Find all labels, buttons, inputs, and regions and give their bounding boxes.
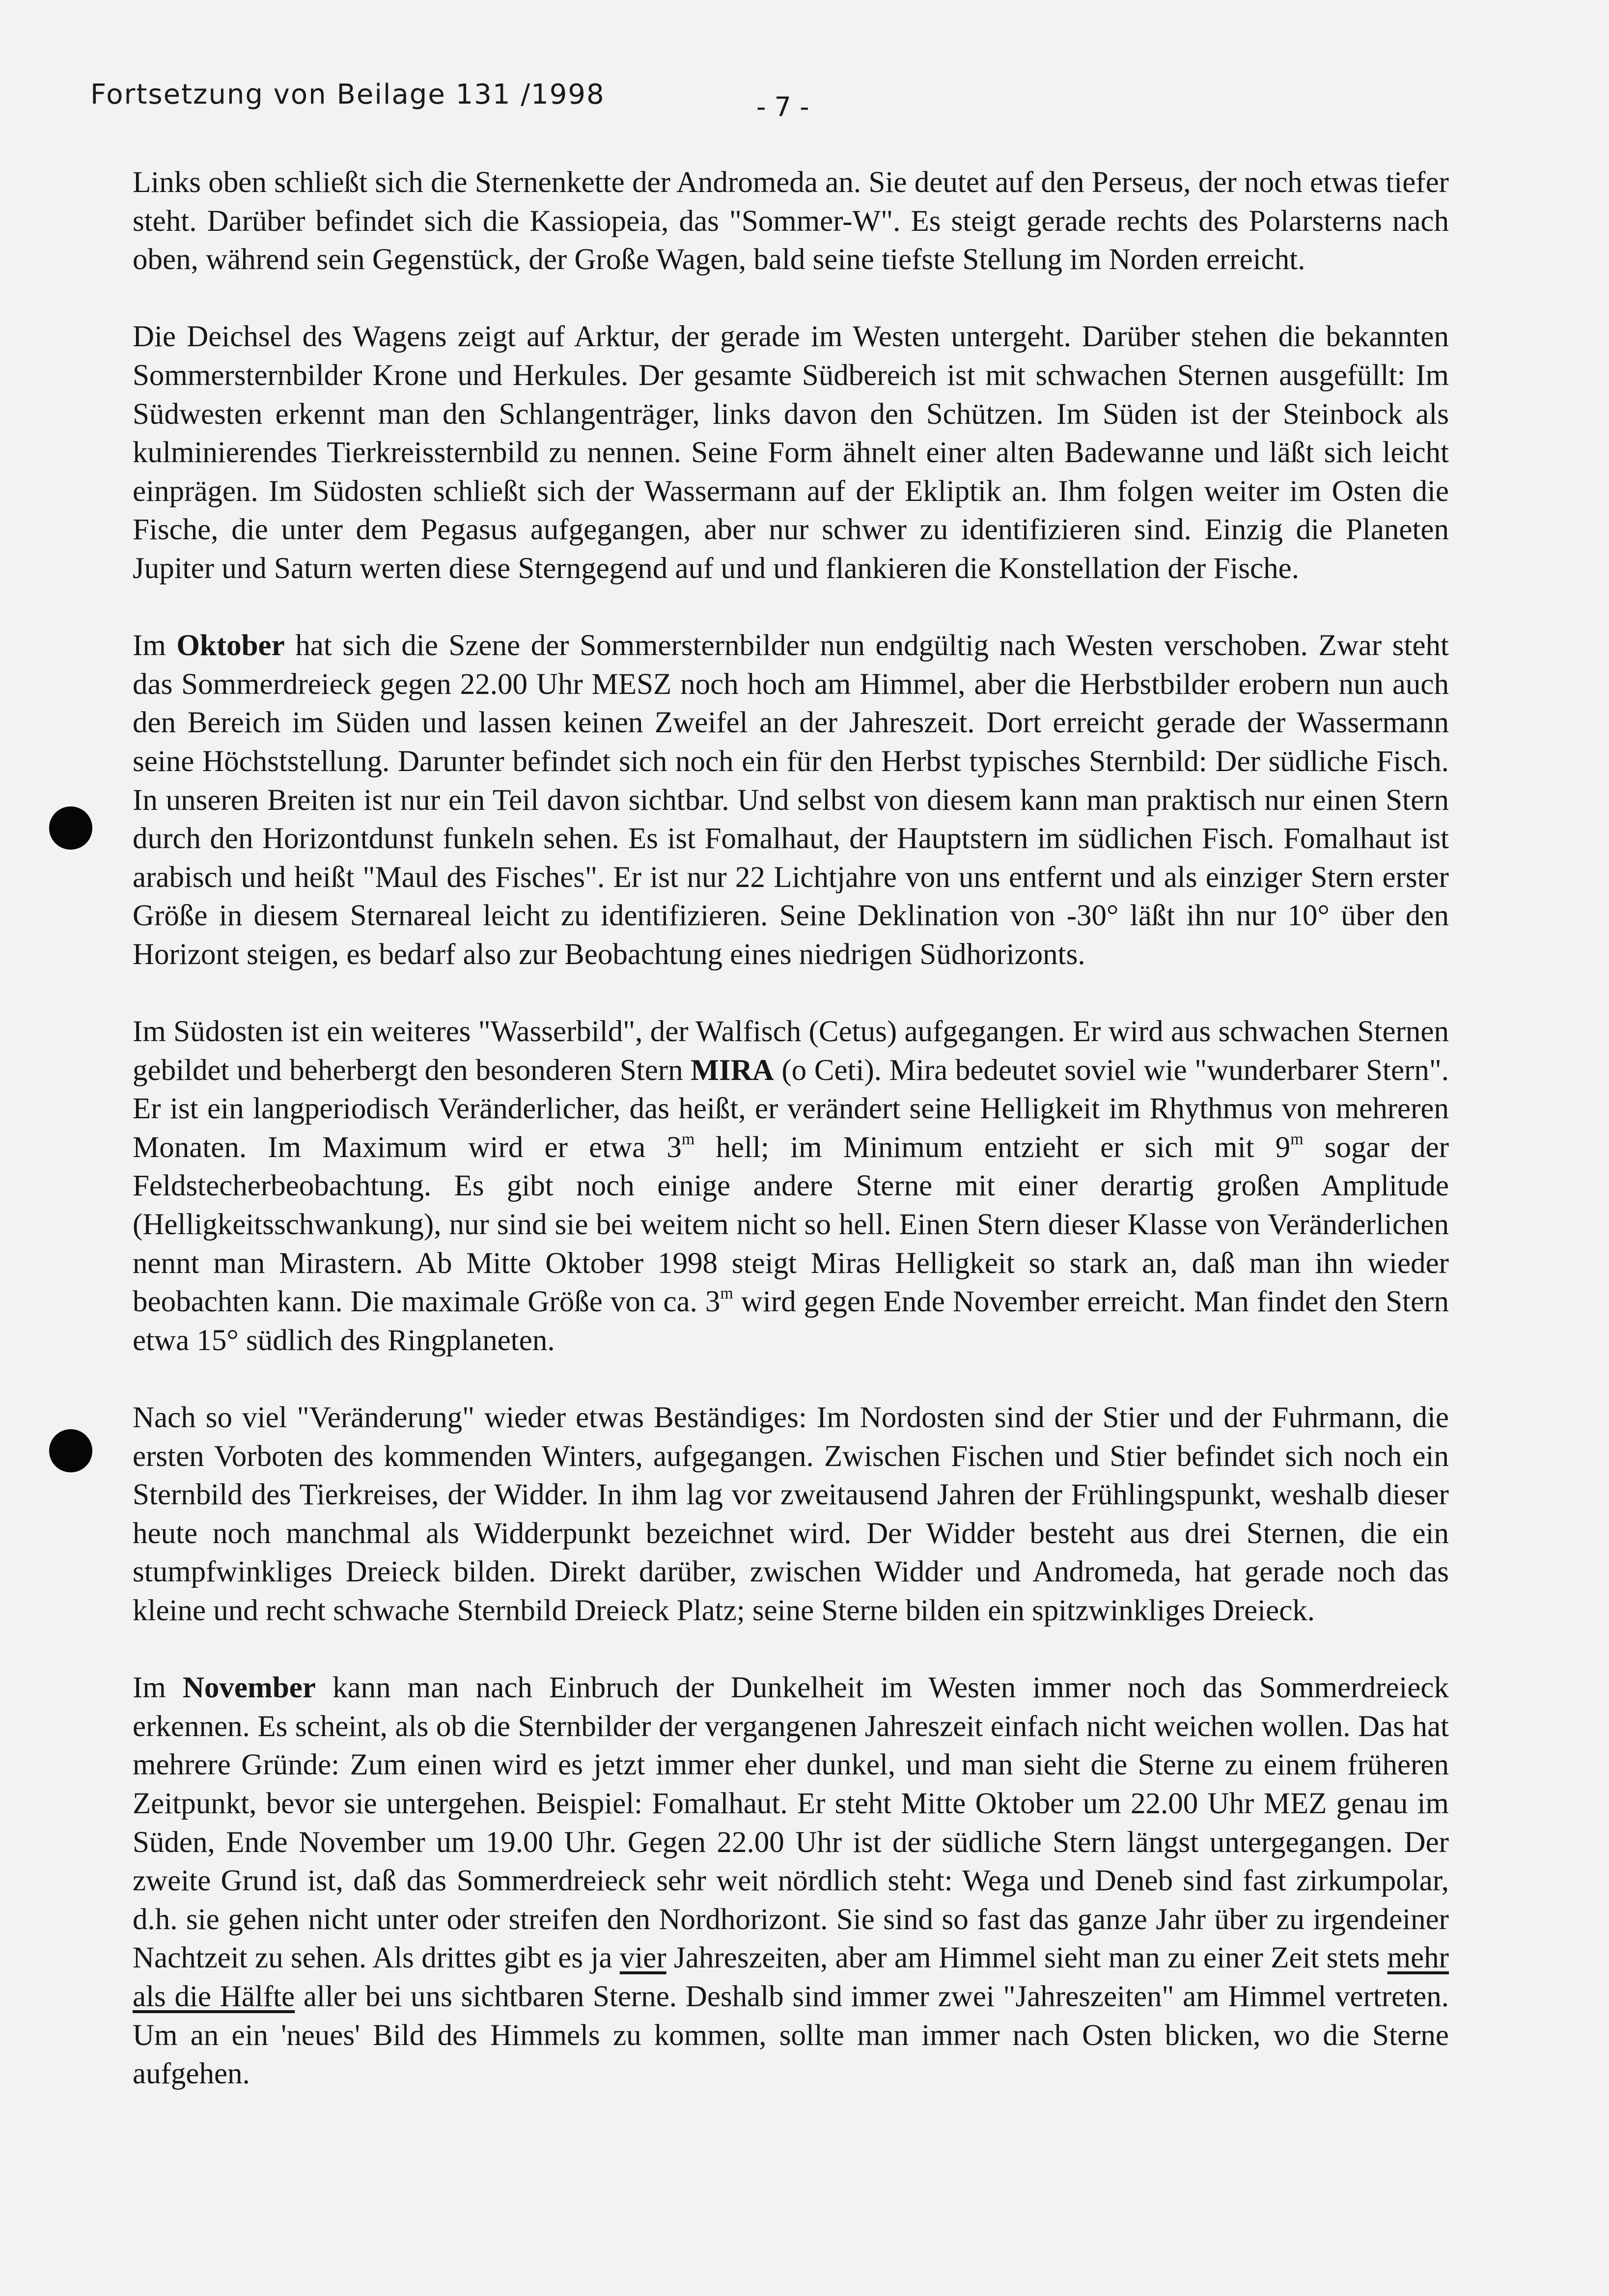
text-segment: Im <box>133 629 177 663</box>
paragraph-november <box>133 1669 1449 2094</box>
month-keyword-november: November <box>182 1671 316 1705</box>
punch-hole-top <box>49 806 92 850</box>
magnitude-superscript: m <box>720 1284 733 1303</box>
magnitude-superscript: m <box>681 1130 695 1148</box>
magnitude-superscript: m <box>1290 1130 1304 1148</box>
text-segment: aller bei uns sichtbaren Sterne. Deshalb sind immer zwei "Jahreszeiten" am Himmel vertreten. Um an ein 'neues' Bild des Himmels zu kommen, sollte man immer nach Osten blicken, wo die Sterne aufgehen. <box>133 1980 1449 2091</box>
page-number: - 7 - <box>756 91 809 122</box>
month-keyword-october: Oktober <box>176 629 285 663</box>
underlined-vier: vier <box>619 1941 666 1975</box>
paragraph-mira <box>133 1013 1449 1360</box>
text-segment: Jahreszeiten, aber am Himmel sieht man zu einer Zeit stets <box>666 1941 1387 1975</box>
text-segment: kann man nach Einbruch der Dunkelheit im Westen immer noch das Sommerdreieck erkennen. Es scheint, als ob die Sternbilder der vergangenen Jahreszeit einfach nicht weichen wollen. Das hat mehrere Gründe: Zum einen wird es jetzt immer eher dunkel, und man sieht die Sterne zu einem früheren Zeitpunkt, bevor sie untergehen. Beispiel: Fomalhaut. Er steht Mitte Oktober um 22.00 Uhr MEZ genau im Süden, Ende November um 19.00 Uhr. Gegen 22.00 Uhr ist der südliche Stern längst untergegangen. Der zweite Grund ist, daß das Sommerdreieck sehr weit nördlich steht: Wega und Deneb sind fast zirkumpolar, d.h. sie gehen nicht unter oder streifen den Nordhorizont. Sie sind so fast das ganze Jahr über zu irgendeiner Nachtzeit zu sehen. Als drittes gibt es ja <box>133 1671 1449 1975</box>
paragraph-october <box>133 627 1449 974</box>
text-segment: wird gegen Ende November erreicht. Man findet den Stern etwa 15° südlich des Ringplaneten. <box>133 1285 1449 1357</box>
star-keyword-mira: MIRA <box>691 1053 774 1087</box>
paragraph-andromeda: Links oben schließt sich die Sternenkette der Andromeda an. Sie deutet auf den Perseus, der noch etwas tiefer steht. Darüber befindet sich die Kassiopeia, das "Sommer-W". Es steigt gerade rechts des Polarsterns nach oben, während sein Gegenstück, der Große Wagen, bald seine tiefste Stellung im Norden erreicht. <box>133 166 1449 277</box>
header-reference: Fortsetzung von Beilage 131 /1998 <box>90 79 605 111</box>
article-body <box>133 164 1449 2132</box>
text-segment: sogar der Feldstecherbeobachtung. Es gibt noch einige andere Sterne mit einer derartig großen Amplitude (Helligkeitsschwankung), nur sind sie bei weitem nicht so hell. Einen Stern dieser Klasse von Veränderlichen nennt man Mirastern. Ab Mitte Oktober 1998 steigt Miras Helligkeit so stark an, daß man ihn wieder beobachten kann. Die maximale Größe von ca. 3 <box>133 1131 1449 1319</box>
paragraph-summer-constellations: Die Deichsel des Wagens zeigt auf Arktur, der gerade im Westen untergeht. Darüber stehen die bekannten Sommersternbilder Krone und Herkules. Der gesamte Südbereich ist mit schwachen Sternen ausgefüllt: Im Südwesten erkennt man den Schlangenträger, links davon den Schützen. Im Süden ist der Steinbock als kulminierendes Tierkreissternbild zu nennen. Seine Form ähnelt einer alten Badewanne und läßt sich leicht einprägen. Im Südosten schließt sich der Wassermann auf der Ekliptik an. Ihm folgen weiter im Osten die Fische, die unter dem Pegasus aufgegangen, aber nur schwer zu identifizieren sind. Einzig die Planeten Jupiter und Saturn werten diese Sterngegend auf und und flankieren die Konstellation der Fische. <box>133 320 1449 585</box>
paragraph-taurus-aries: Nach so viel "Veränderung" wieder etwas Beständiges: Im Nordosten sind der Stier und der Fuhrmann, die ersten Vorboten des kommenden Winters, aufgegangen. Zwischen Fischen und Stier befindet sich noch ein Sternbild des Tierkreises, der Widder. In ihm lag vor zweitausend Jahren der Frühlingspunkt, weshalb dieser heute noch manchmal als Widderpunkt bezeichnet wird. Der Widder besteht aus drei Sternen, die ein stumpfwinkliges Dreieck bilden. Direkt darüber, zwischen Widder und Andromeda, hat gerade noch das kleine und recht schwache Sternbild Dreieck Platz; seine Sterne bilden ein spitzwinkliges Dreieck. <box>133 1401 1449 1627</box>
text-segment: Im Südosten ist ein weiteres "Wasserbild", der Walfisch (Cetus) aufgegangen. Er wird aus schwachen Sternen gebildet und beherbergt den besonderen Stern <box>133 1015 1449 1087</box>
punch-hole-bottom <box>49 1429 92 1472</box>
text-segment: hell; im Minimum entzieht er sich mit 9 <box>694 1131 1291 1164</box>
text-segment: (o Ceti). Mira bedeutet soviel wie "wunderbarer Stern". Er ist ein langperiodisch Veränderlicher, das heißt, er verändert seine Helligkeit im Rhythmus von mehreren Monaten. Im Maximum wird er etwa 3 <box>133 1053 1449 1164</box>
underlined-half: mehr als die Hälfte <box>133 1941 1449 2013</box>
text-segment: Im <box>133 1671 183 1705</box>
text-segment: hat sich die Szene der Sommersternbilder nun endgültig nach Westen verschoben. Zwar steht das Sommerdreieck gegen 22.00 Uhr MESZ noch hoch am Himmel, aber die Herbstbilder erobern nun auch den Bereich im Süden und lassen keinen Zweifel an der Jahreszeit. Dort erreicht gerade der Wassermann seine Höchststellung. Darunter befindet sich noch ein für den Herbst typisches Sternbild: Der südliche Fisch. In unseren Breiten ist nur ein Teil davon sichtbar. Und selbst von diesem kann man praktisch nur einen Stern durch den Horizontdunst funkeln sehen. Es ist Fomalhaut, der Hauptstern im südlichen Fisch. Fomalhaut ist arabisch und heißt "Maul des Fisches". Er ist nur 22 Lichtjahre von uns entfernt und als einziger Stern erster Größe in diesem Sternareal leicht zu identifizieren. Seine Deklination von -30° läßt ihn nur 10° über den Horizont steigen, es bedarf also zur Beobachtung eines niedrigen Südhorizonts. <box>133 629 1449 971</box>
